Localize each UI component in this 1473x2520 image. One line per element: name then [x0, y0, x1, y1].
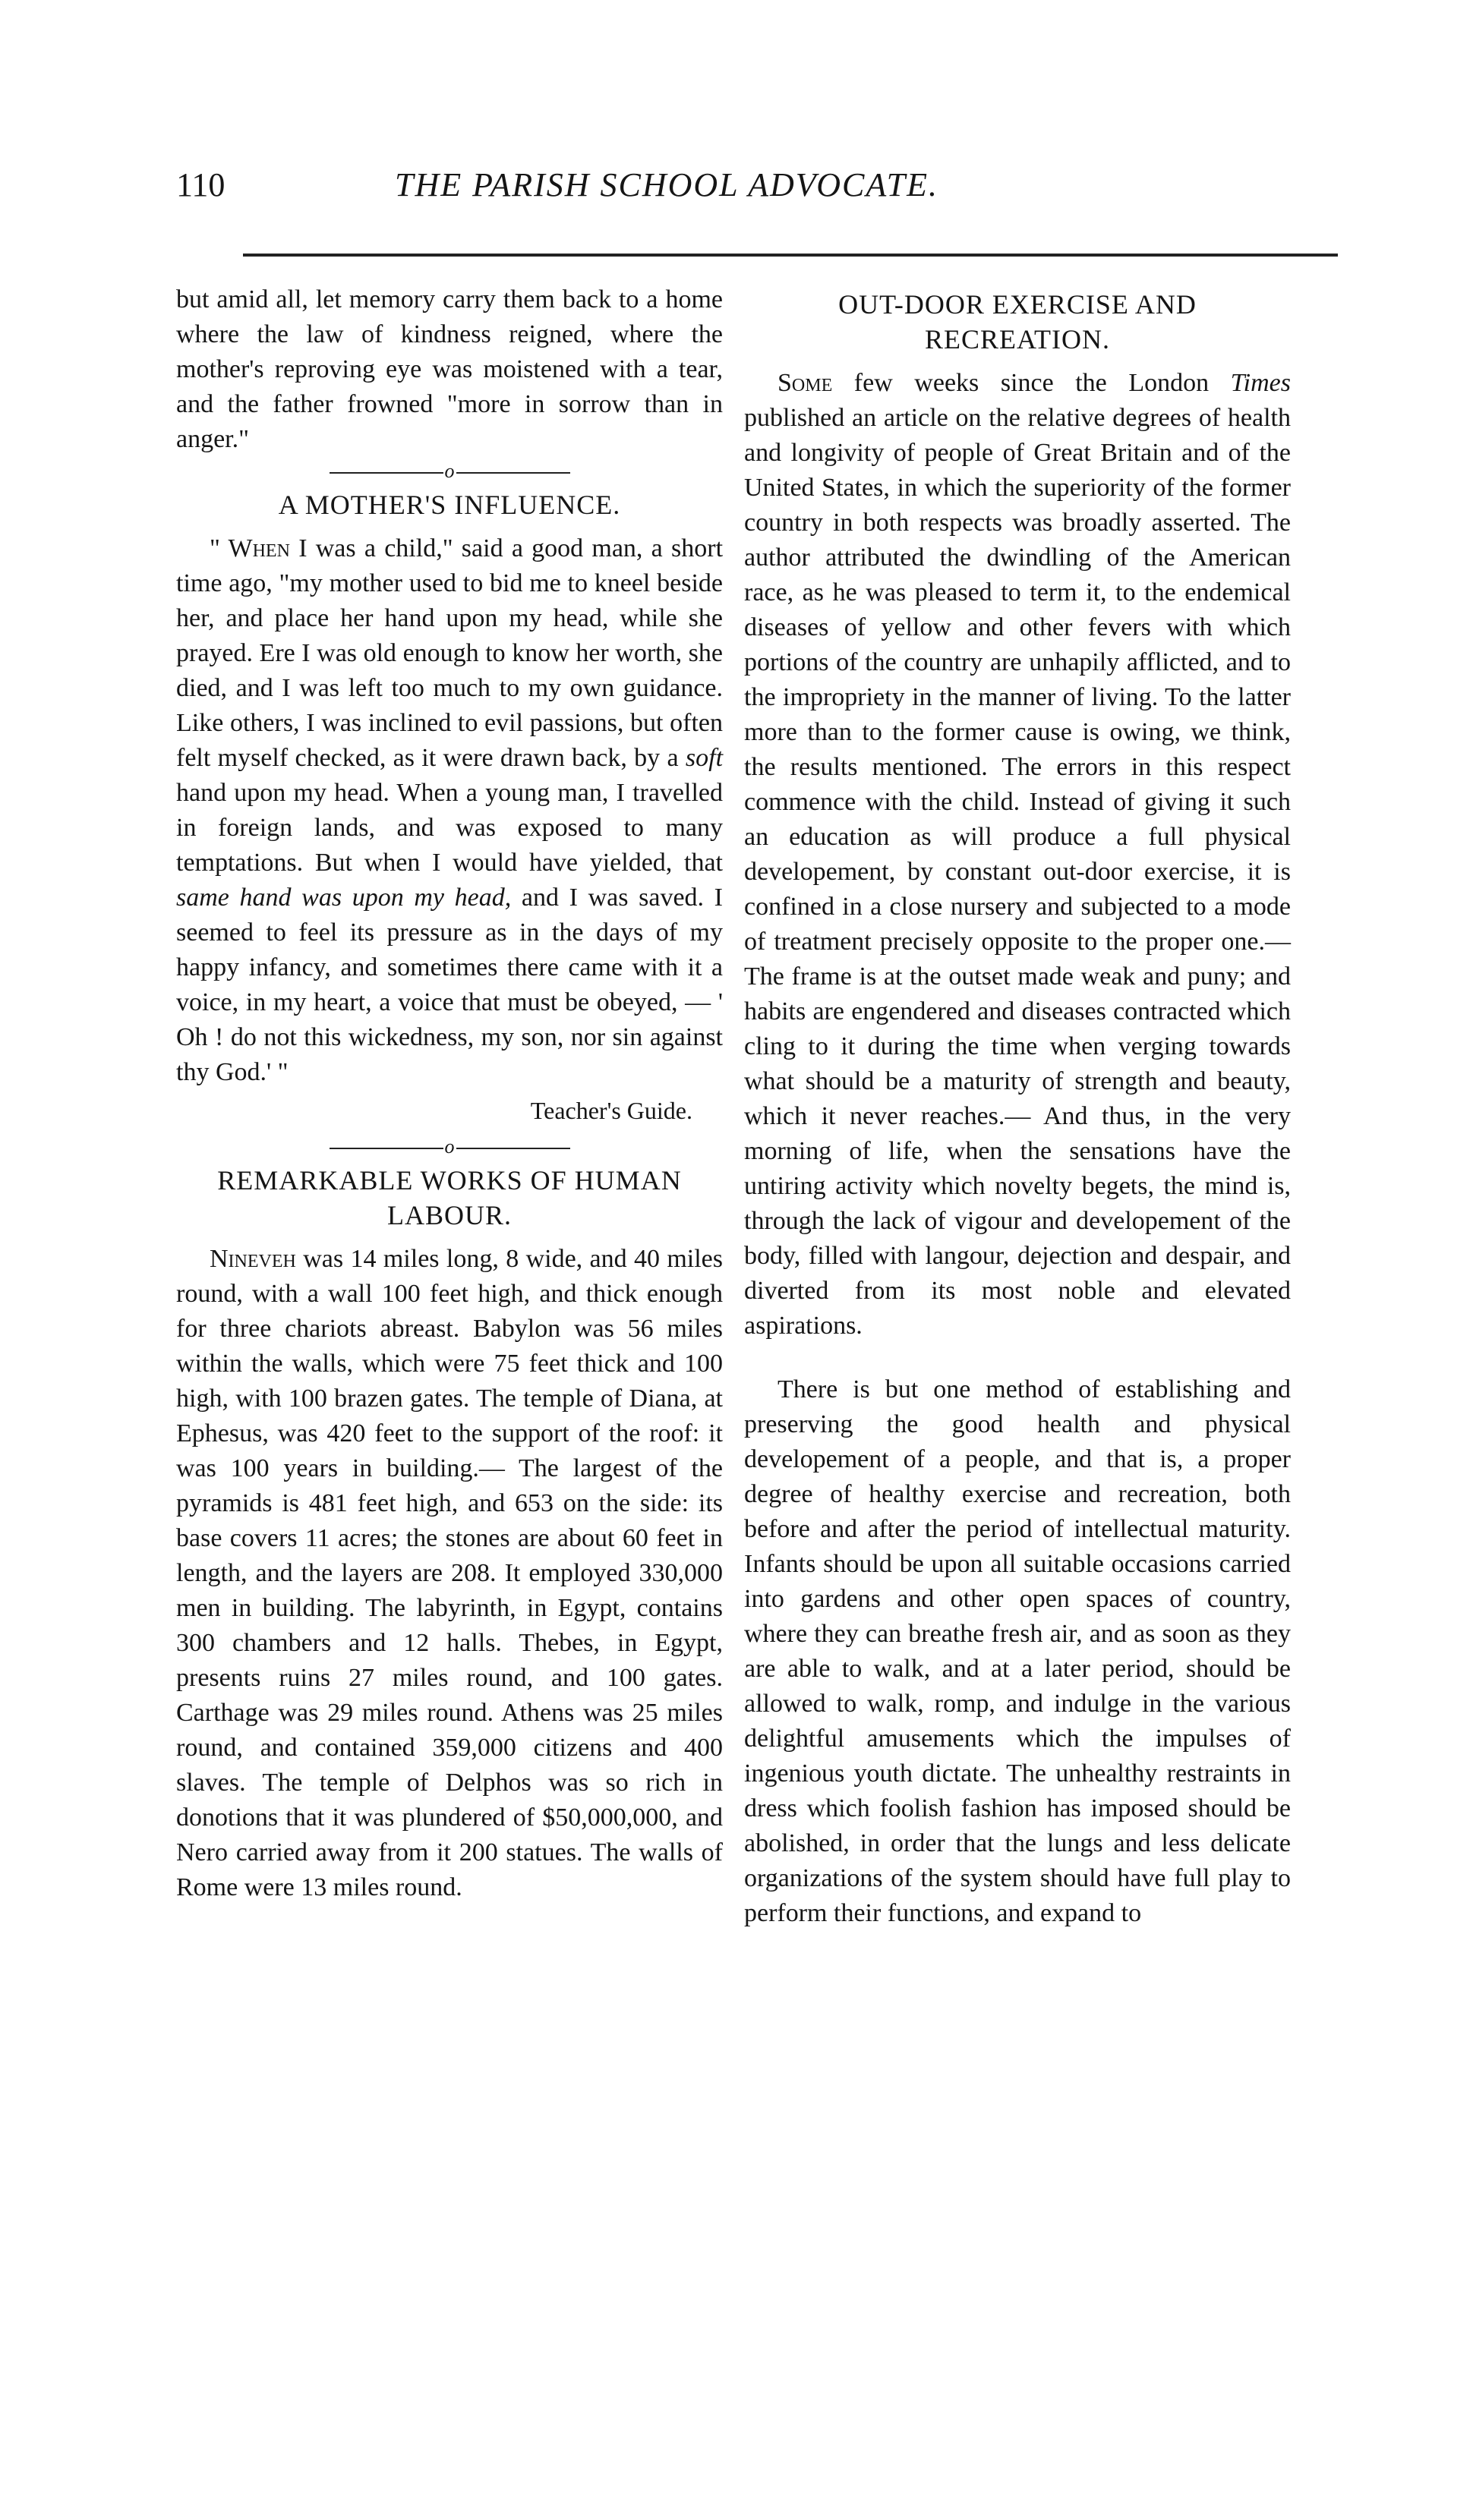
right-column: [744, 282, 1291, 1931]
page-header: [0, 165, 1473, 219]
section-divider: o: [176, 1136, 723, 1158]
page-number: 110: [176, 166, 226, 203]
header-rule: [243, 254, 1338, 257]
soft-emphasis: soft: [685, 744, 724, 772]
teachers-guide-attribution: Teacher's Guide.: [530, 1097, 692, 1124]
mother-influence-paragraph: " When I was a child," said a good man, a short time ago, "my mother used to bid me to kneel beside her, and place her hand upon my head, while she prayed. Ere I was old enough to know her worth, she died, and I was left too much to my own guidance. Like others, I was inclined to evil passions, but often felt myself checked, as it were drawn back, by a soft hand upon my head. When a young man, I travelled in foreign lands, and was exposed to many temptations. But when I would have yielded, that same hand was upon my head, and I was saved. I seemed to feel its pressure as in the days of my happy infancy, and sometimes there came with it a voice, in my heart, a voice that must be obeyed, — ' Oh ! do not this wickedness, my son, nor sin against thy God.' ": [176, 534, 724, 1086]
left-column: [176, 282, 723, 1905]
mother-lead-word: " When: [210, 534, 290, 562]
some-lead-word: Some: [778, 369, 833, 397]
mother-influence-title: A MOTHER'S INFLUENCE.: [278, 490, 621, 520]
intro-paragraph: but amid all, let memory carry them back to a home where the law of kindness reigned, where the mother's reproving eye was moistened with a tear, and the father frowned "more in sorrow than in anger.": [176, 285, 723, 453]
running-title: THE PARISH SCHOOL ADVOCATE.: [395, 166, 938, 203]
remarkable-works-title: REMARKABLE WORKS OF HUMAN LABOUR.: [217, 1165, 682, 1230]
times-emphasis: Times: [1230, 369, 1291, 397]
outdoor-exercise-paragraph-2: There is but one method of establishing and preserving the good health and physical developement of a people, and that is, a proper degree of healthy exercise and recreation, both before and after the period of intellectual maturity. Infants should be upon all suitable occasions carried into gardens and other open spaces of country, where they can breathe fresh air, and as soon as they are able to walk, and at a later period, should be allowed to walk, romp, and indulge in the various delightful amusements which the impulses of ingenious youth dictate. The unhealthy restraints in dress which foolish fashion has imposed should be abolished, in order that the lungs and less delicate organizations of the system should have full play to perform their functions, and expand to: [744, 1375, 1291, 1927]
outdoor-exercise-paragraph-1: Some few weeks since the London Times published an article on the relative degrees of health and longivity of people of Great Britain and of the United States, in which the superiority of the former country in both respects was broadly asserted. The author attributed the dwindling of the American race, as he was pleased to term it, to the endemical diseases of yellow and other fevers with which portions of the country are unhapily afflicted, and to the impropriety in the manner of living. To the latter more than to the former cause is owing, we think, the results mentioned. The errors in this respect commence with the child. Instead of giving it such an education as will produce a full physical developement, by constant out-door exercise, it is confined in a close nursery and subjected to a mode of treatment precisely opposite to the proper one.— The frame is at the outset made weak and puny; and habits are engendered and diseases contracted which cling to it during the time when verging towards what should be a maturity of strength and beauty, which it never reaches.— And thus, in the very morning of life, when the sensations have the untiring activity which novelty begets, the mind is, through the lack of vigour and developement of the body, filled with langour, dejection and despair, and diverted from its most noble and elevated aspirations.: [744, 369, 1291, 1340]
section-divider: o: [176, 460, 723, 483]
same-hand-emphasis: same hand was upon my head,: [176, 884, 512, 912]
remarkable-works-paragraph: Nineveh was 14 miles long, 8 wide, and 40 miles round, with a wall 100 feet high, and thick enough for three chariots abreast. Babylon was 56 miles within the walls, which were 75 feet thick and 100 high, with 100 brazen gates. The temple of Diana, at Ephesus, was 420 feet to the support of the roof: it was 100 years in building.— The largest of the pyramids is 481 feet high, and 653 on the side: its base covers 11 acres; the stones are about 60 feet in length, and the layers are 208. It employed 330,000 men in building. The labyrinth, in Egypt, contains 300 chambers and 12 halls. Thebes, in Egypt, presents ruins 27 miles round, and 100 gates. Carthage was 29 miles round. Athens was 25 miles round, and contained 359,000 citizens and 400 slaves. The temple of Delphos was so rich in donotions that it was plundered of $50,000,000, and Nero carried away from it 200 statues. The walls of Rome were 13 miles round.: [176, 1245, 724, 1901]
outdoor-exercise-title: OUT-DOOR EXERCISE AND RECREATION.: [838, 289, 1197, 354]
nineveh-lead-word: Nineveh: [210, 1245, 296, 1273]
